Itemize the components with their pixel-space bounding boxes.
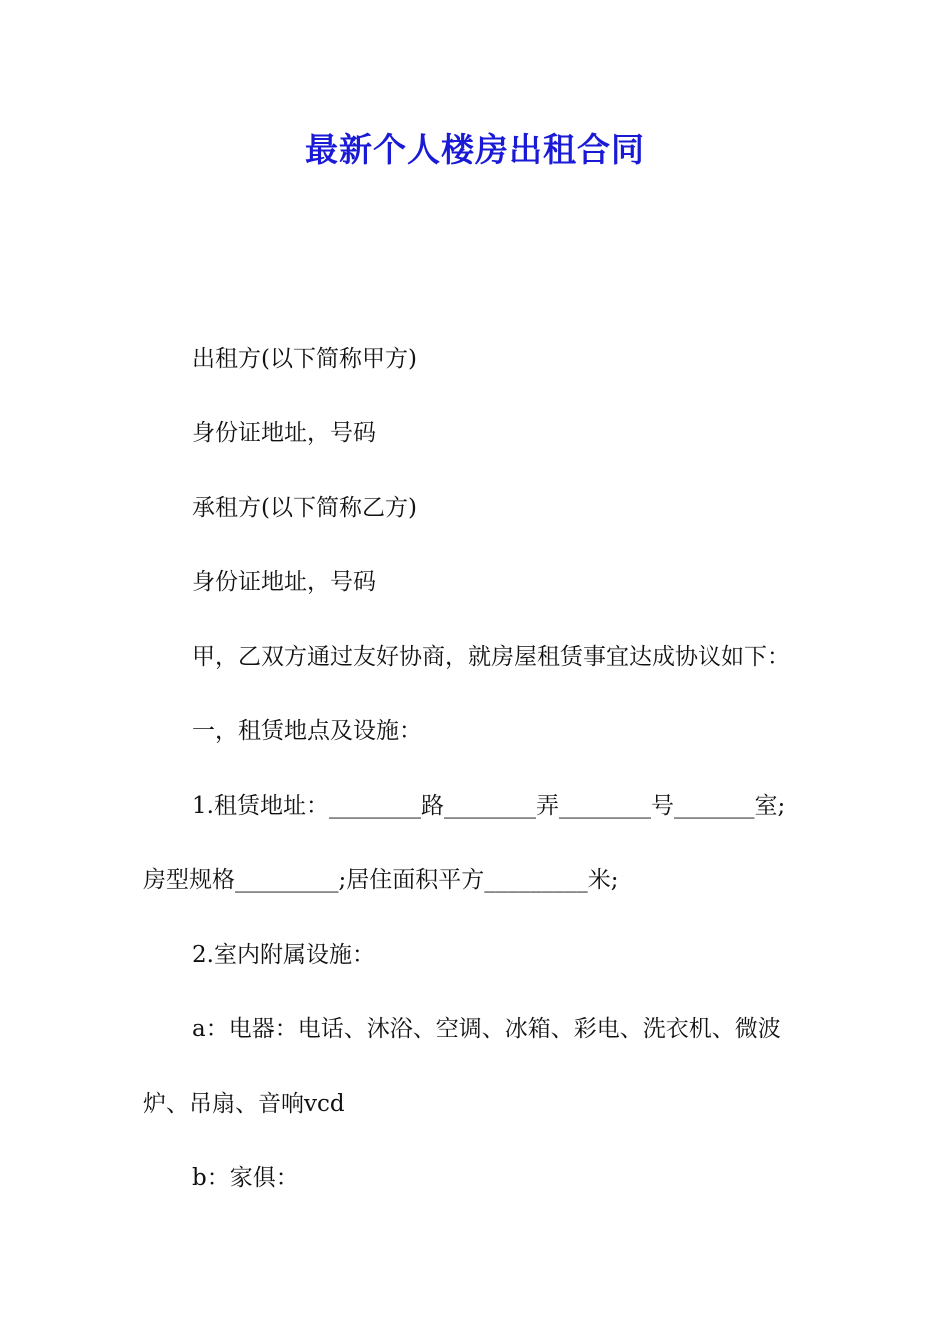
lessee-line: 承租方(以下简称乙方) [192,495,417,521]
facilities-heading: 2.室内附属设施： [192,942,375,968]
section-one-heading: 一，租赁地点及设施： [192,718,422,744]
appliances-line-continued: 炉、吊扇、音响vcd [143,1091,345,1117]
room-spec-line: 房型规格_________;居住面积平方_________米; [143,867,619,893]
furniture-line: b：家俱： [192,1165,299,1191]
appliances-line: a：电器：电话、沐浴、空调、冰箱、彩电、洗衣机、微波 [192,1016,781,1042]
rental-address-line: 1.租赁地址：________路________弄________号_______室; [192,793,786,819]
document-title: 最新个人楼房出租合同 [305,130,645,169]
agreement-intro-line: 甲，乙双方通过友好协商，就房屋租赁事宜达成协议如下： [192,644,790,670]
lessor-id-line: 身份证地址，号码 [192,420,376,446]
lessor-line: 出租方(以下简称甲方) [192,346,417,372]
lessee-id-line: 身份证地址，号码 [192,569,376,595]
